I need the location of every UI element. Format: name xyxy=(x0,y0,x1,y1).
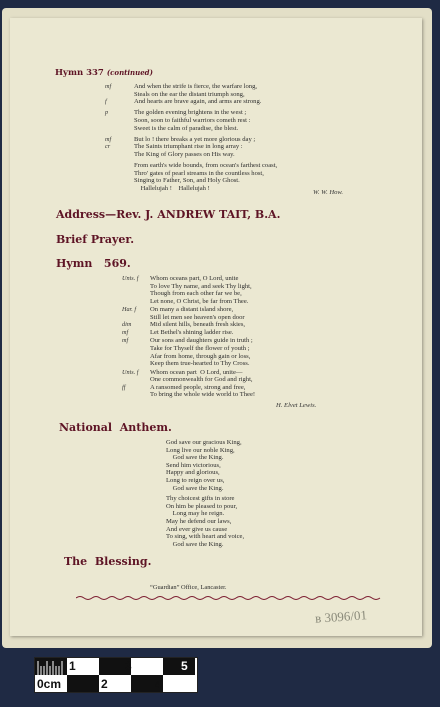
hymn-line: One commonwealth for God and right, xyxy=(150,376,253,384)
hymn-line: The King of Glory passes on His way. xyxy=(134,150,235,158)
hymn-line: But lo ! there breaks a yet more glorious day ; xyxy=(134,135,256,143)
anthem-line: God save the King. xyxy=(166,540,224,548)
hymn-line: Sweet is the calm of paradise, the blest. xyxy=(134,124,239,132)
anthem-line: God save our gracious King, xyxy=(166,439,242,446)
anthem-line: And ever give us cause xyxy=(166,525,228,533)
dynamic-marking: f xyxy=(105,98,107,106)
hymn-337-title: Hymn 337 xyxy=(55,68,104,78)
scale-ruler xyxy=(34,657,198,693)
anthem-line: To sing, with heart and voice, xyxy=(166,533,245,541)
hymn-line: Thro' gates of pearl streams in the countless host, xyxy=(134,169,264,177)
hymn-line: The golden evening brightens in the west ; xyxy=(134,109,247,117)
ruler-label-4: 4 xyxy=(155,677,162,691)
hymn-line: Steals on the ear the distant triumph song, xyxy=(134,90,245,98)
anthem-line: Send him victorious, xyxy=(166,461,221,469)
hymn-line: And when the strife is fierce, the warfare long, xyxy=(134,83,258,90)
ruler-ticks-icon xyxy=(35,658,67,675)
dynamic-marking: p xyxy=(105,109,109,117)
hymn-line: And hearts are brave again, and arms are strong. xyxy=(134,98,262,106)
hymn-line: Let none, O Christ, be far from Thee. xyxy=(150,297,249,305)
hymn-line: Let Bethel's shining ladder rise. xyxy=(150,329,234,336)
hymn-line: Hallelujah ! Hallelujah ! xyxy=(134,184,210,192)
hymn-line: A ransomed people, strong and free, xyxy=(150,383,246,391)
accession-number: в 3096/01 xyxy=(314,607,368,626)
hymn-line: Take for Thyself the flower of youth ; xyxy=(150,345,250,352)
anthem-line: Long to reign over us, xyxy=(166,477,225,484)
dynamic-marking: mf xyxy=(122,329,129,336)
hymn-line: Mid silent hills, beneath fresh skies, xyxy=(150,321,246,329)
anthem-line: God save the King. xyxy=(166,454,224,462)
dynamic-marking: mf xyxy=(122,337,129,345)
blessing-heading: The Blessing. xyxy=(64,555,152,568)
order-of-service-page xyxy=(10,18,422,636)
decorative-wavy-rule xyxy=(76,595,384,601)
dynamic-marking: Unis. f xyxy=(122,368,139,376)
anthem-line: God save the King. xyxy=(166,484,224,492)
brief-prayer-heading: Brief Prayer. xyxy=(56,233,135,246)
ruler-label-5: 5 xyxy=(181,659,188,673)
hymn-line: Afar from home, through gain or loss, xyxy=(150,352,251,360)
hymn-line: Our sons and daughters guide in truth ; xyxy=(150,337,253,345)
hymn-line: The Saints triumphant rise in long array : xyxy=(134,143,243,151)
dynamic-marking: dim xyxy=(122,321,132,329)
dynamic-marking: ff xyxy=(122,383,126,391)
ruler-label-2: 2 xyxy=(101,677,108,691)
dynamic-marking: Unis. f xyxy=(122,275,139,282)
hymn-line: Keep them true-hearted to Thy Cross. xyxy=(150,360,250,368)
hymn-line: To love Thy name, and seek Thy light, xyxy=(150,282,252,290)
printer-imprint: “Guardian” Office, Lancaster. xyxy=(150,584,227,591)
hymn-line: Though from each other far we be, xyxy=(150,290,242,298)
anthem-line: May he defend our laws, xyxy=(166,518,232,525)
dynamic-marking: Har. f xyxy=(122,306,137,314)
hymn-569-author: H. Elvet Lewis. xyxy=(276,402,317,409)
ruler-label-3: 3 xyxy=(125,659,132,673)
hymn-line: Whom oceans part, O Lord, unite xyxy=(150,275,239,282)
hymn-line: Soon, soon to faithful warriors cometh rest : xyxy=(134,116,251,124)
hymn-line: Singing to Father, Son, and Holy Ghost. xyxy=(134,177,240,185)
hymn-line: From earth's wide bounds, from ocean's farthest coast, xyxy=(134,161,278,169)
hymn-line: On many a distant island shore, xyxy=(150,306,234,314)
dynamic-marking: mf xyxy=(105,135,112,143)
hymn-line: Still let men see heaven's open door xyxy=(150,313,245,321)
national-anthem-heading: National Anthem. xyxy=(59,421,172,434)
anthem-line: Long live our noble King, xyxy=(166,446,235,454)
anthem-line: Happy and glorious, xyxy=(166,469,220,477)
anthem-line: Long may he reign. xyxy=(166,510,225,518)
dynamic-marking: cr xyxy=(105,143,111,151)
hymn-569-heading: Hymn 569. xyxy=(56,257,131,270)
continued-label: (continued) xyxy=(106,68,153,77)
address-heading: Address—Rev. J. ANDREW TAIT, B.A. xyxy=(56,208,281,221)
hymn-line: Whom ocean part O Lord, unite— xyxy=(150,368,243,376)
hymn-337-author: W. W. How. xyxy=(313,189,343,196)
ruler-label-1: 1 xyxy=(69,659,76,673)
hymn-line: To bring the whole wide world to Thee! xyxy=(150,391,256,399)
anthem-line: Thy choicest gifts in store xyxy=(166,495,235,503)
dynamic-marking: mf xyxy=(105,83,112,90)
anthem-line: On him be pleased to pour, xyxy=(166,502,238,510)
hymn-337-heading xyxy=(55,68,153,78)
ruler-label-0cm: 0cm xyxy=(37,677,62,691)
